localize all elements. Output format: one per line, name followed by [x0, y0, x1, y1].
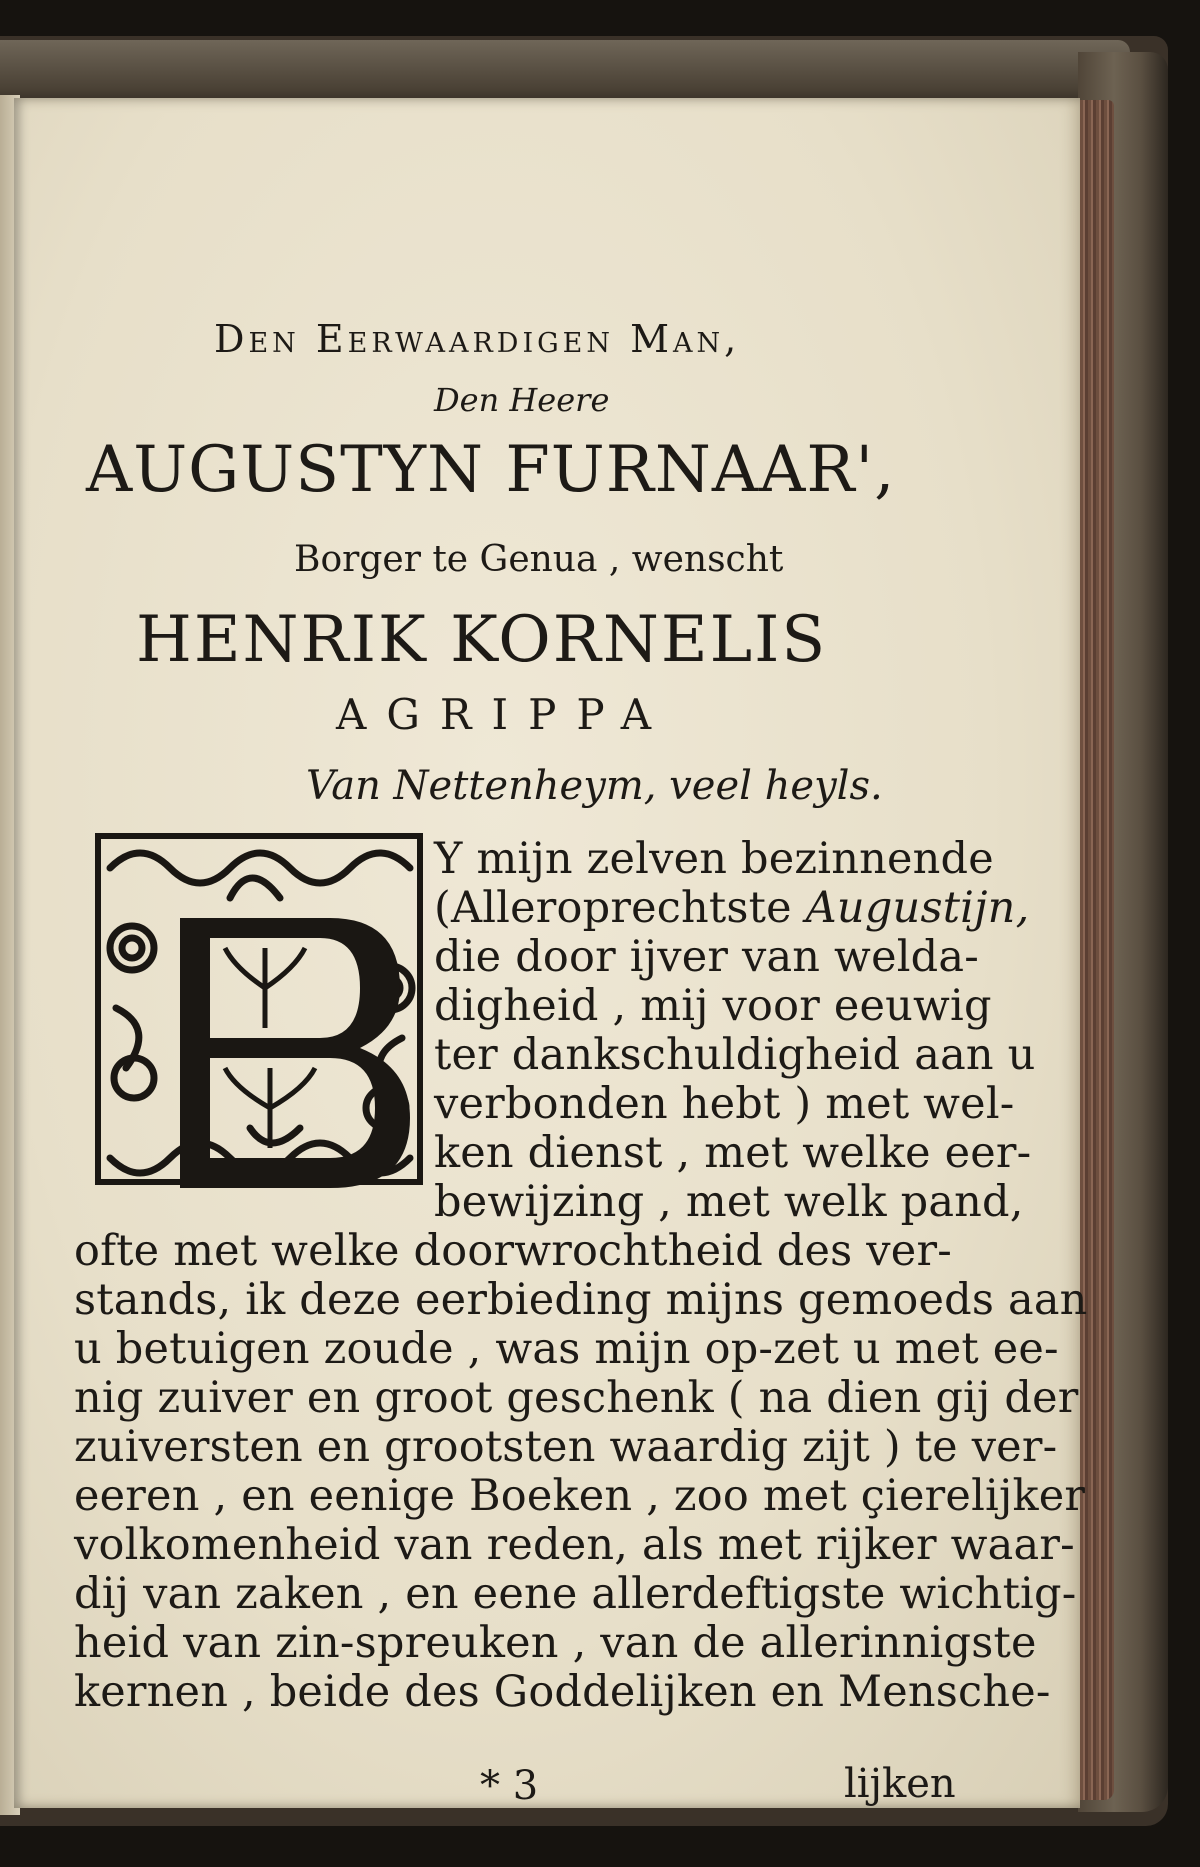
body-line-text: kernen , beide des Goddelijken en Mensche-: [74, 1667, 1051, 1717]
book-page: [14, 98, 1088, 1809]
author-name: HENRIK KORNELIS: [136, 603, 828, 677]
body-line-text: stands, ik deze eerbieding mijns gemoeds aan: [74, 1275, 1088, 1325]
addressee-name: AUGUSTYN FURNAAR',: [86, 433, 896, 507]
body-line: [434, 1177, 1024, 1227]
body-line: [74, 1471, 1086, 1521]
author-origin: Van Nettenheym, veel heyls.: [306, 763, 883, 809]
body-line-text: nig zuiver en groot geschenk ( na dien gij der: [74, 1373, 1079, 1423]
body-line-text: u betuigen zoude , was mijn op-zet u met ee-: [74, 1324, 1059, 1374]
body-line-text: verbonden hebt ) met wel-: [434, 1079, 1015, 1129]
salutation: Den Eerwaardigen Man,: [214, 317, 741, 361]
body-line: [434, 883, 1030, 933]
body-line: [74, 1422, 1058, 1472]
den-heere: Den Heere: [434, 381, 610, 419]
body-line: [74, 1520, 1075, 1570]
body-line: [74, 1226, 994, 1276]
body-line-text: dij van zaken , en eene allerdeftigste wichtig-: [74, 1569, 1077, 1619]
signature-mark: * 3: [480, 1763, 539, 1809]
body-line: [434, 1079, 1015, 1129]
author-surname: AGRIPPA: [336, 690, 672, 739]
body-line: [74, 1569, 1077, 1619]
body-line-text: ter dankschuldigheid aan u: [434, 1030, 1036, 1080]
body-line-text: heid van zin-spreuken , van de allerinnigste: [74, 1618, 1037, 1668]
body-line: [74, 1324, 1059, 1374]
body-line-text: (Alleroprechtste: [434, 883, 806, 933]
body-line-text: die door ijver van welda-: [434, 932, 979, 982]
body-line-text: ofte met welke doorwrochtheid des ver-: [74, 1226, 952, 1276]
body-line-text: Y mijn zelven bezinnende: [434, 834, 994, 884]
body-line: [74, 1667, 1051, 1717]
body-line-text: ken dienst , met welke eer-: [434, 1128, 1032, 1178]
body-line: [74, 1275, 1088, 1325]
body-line: [434, 1030, 1036, 1080]
body-line: [434, 1128, 1032, 1178]
body-line-text: zuiversten en grootsten waardig zijt ) te ver-: [74, 1422, 1058, 1472]
body-line: [434, 834, 994, 884]
decorated-initial: [90, 828, 428, 1190]
body-line: [74, 1618, 1037, 1668]
body-line-text: eeren , en eenige Boeken , zoo met çierelijker: [74, 1471, 1086, 1521]
catchword: lijken: [844, 1761, 956, 1807]
body-line: [434, 981, 994, 1031]
body-line-italic: Augustijn,: [805, 883, 1030, 933]
addressee-role: Borger te Genua , wenscht: [294, 539, 784, 580]
body-line-text: digheid , mij voor eeuwig: [434, 981, 992, 1031]
body-line-text: bewijzing , met welk pand,: [434, 1177, 1024, 1227]
body-line: [434, 932, 994, 982]
ornament-icon: [90, 828, 428, 1190]
body-line-text: volkomenheid van reden, als met rijker waar-: [74, 1520, 1075, 1570]
body-line: [74, 1373, 1079, 1423]
